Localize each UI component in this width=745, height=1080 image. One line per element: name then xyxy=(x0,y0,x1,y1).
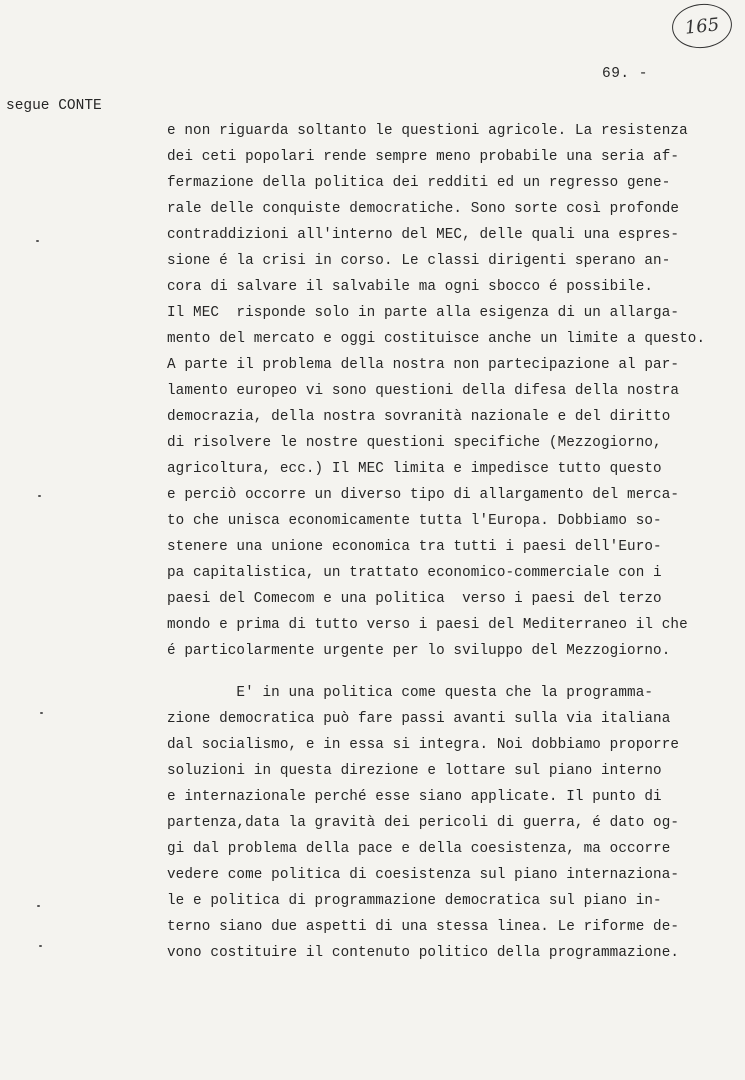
text-line: fermazione della politica dei redditi ed un regresso gene- xyxy=(167,175,671,191)
paragraph-1 xyxy=(167,118,707,664)
text-line: to che unisca economicamente tutta l'Europa. Dobbiamo so- xyxy=(167,513,662,529)
body-text xyxy=(167,118,707,966)
paragraph-2 xyxy=(167,680,707,966)
text-line: é particolarmente urgente per lo sviluppo del Mezzogiorno. xyxy=(167,643,671,659)
text-line: soluzioni in questa direzione e lottare sul piano interno xyxy=(167,763,662,779)
text-line: e internazionale perché esse siano applicate. Il punto di xyxy=(167,789,662,805)
text-line: contraddizioni all'interno del MEC, delle quali una espres- xyxy=(167,227,680,243)
paper-speck xyxy=(39,945,42,947)
paper-speck xyxy=(37,905,40,907)
text-line: Il MEC risponde solo in parte alla esigenza di un allarga- xyxy=(167,305,680,321)
text-line: A parte il problema della nostra non partecipazione al par- xyxy=(167,357,680,373)
stamp-number: 165 xyxy=(683,13,721,39)
paragraph-gap xyxy=(167,664,707,680)
text-line: pa capitalistica, un trattato economico-commerciale con i xyxy=(167,565,662,581)
text-line: mondo e prima di tutto verso i paesi del Mediterraneo il che xyxy=(167,617,688,633)
text-line: terno siano due aspetti di una stessa linea. Le riforme de- xyxy=(167,919,680,935)
text-line: di risolvere le nostre questioni specifiche (Mezzogiorno, xyxy=(167,435,662,451)
paper-speck xyxy=(38,495,41,497)
text-line: sione é la crisi in corso. Le classi dirigenti sperano an- xyxy=(167,253,671,269)
text-line: rale delle conquiste democratiche. Sono sorte così profonde xyxy=(167,201,680,217)
paper-speck xyxy=(40,712,43,714)
text-line: E' in una politica come questa che la programma- xyxy=(167,685,654,701)
text-line: democrazia, della nostra sovranità nazionale e del diritto xyxy=(167,409,671,425)
text-line: paesi del Comecom e una politica verso i paesi del terzo xyxy=(167,591,662,607)
text-line: dei ceti popolari rende sempre meno probabile una seria af- xyxy=(167,149,680,165)
page-number: 69. - xyxy=(602,66,649,82)
text-line: vedere come politica di coesistenza sul piano internaziona- xyxy=(167,867,680,883)
text-line: gi dal problema della pace e della coesistenza, ma occorre xyxy=(167,841,671,857)
text-line: dal socialismo, e in essa si integra. Noi dobbiamo proporre xyxy=(167,737,680,753)
paper-speck xyxy=(36,240,39,242)
text-line: agricoltura, ecc.) Il MEC limita e impedisce tutto questo xyxy=(167,461,662,477)
text-line: vono costituire il contenuto politico della programmazione. xyxy=(167,945,680,961)
text-line: le e politica di programmazione democratica sul piano in- xyxy=(167,893,662,909)
text-line: mento del mercato e oggi costituisce anche un limite a questo. xyxy=(167,331,706,347)
text-line: stenere una unione economica tra tutti i paesi dell'Euro- xyxy=(167,539,662,555)
text-line: e perciò occorre un diverso tipo di allargamento del merca- xyxy=(167,487,680,503)
text-line: partenza,data la gravità dei pericoli di guerra, é dato og- xyxy=(167,815,680,831)
text-line: lamento europeo vi sono questioni della difesa della nostra xyxy=(167,383,680,399)
text-line: cora di salvare il salvabile ma ogni sbocco é possibile. xyxy=(167,279,654,295)
speaker-margin-label: segue CONTE xyxy=(6,98,102,114)
archive-page-stamp xyxy=(670,1,734,51)
text-line: e non riguarda soltanto le questioni agricole. La resistenza xyxy=(167,123,688,139)
text-line: zione democratica può fare passi avanti sulla via italiana xyxy=(167,711,671,727)
